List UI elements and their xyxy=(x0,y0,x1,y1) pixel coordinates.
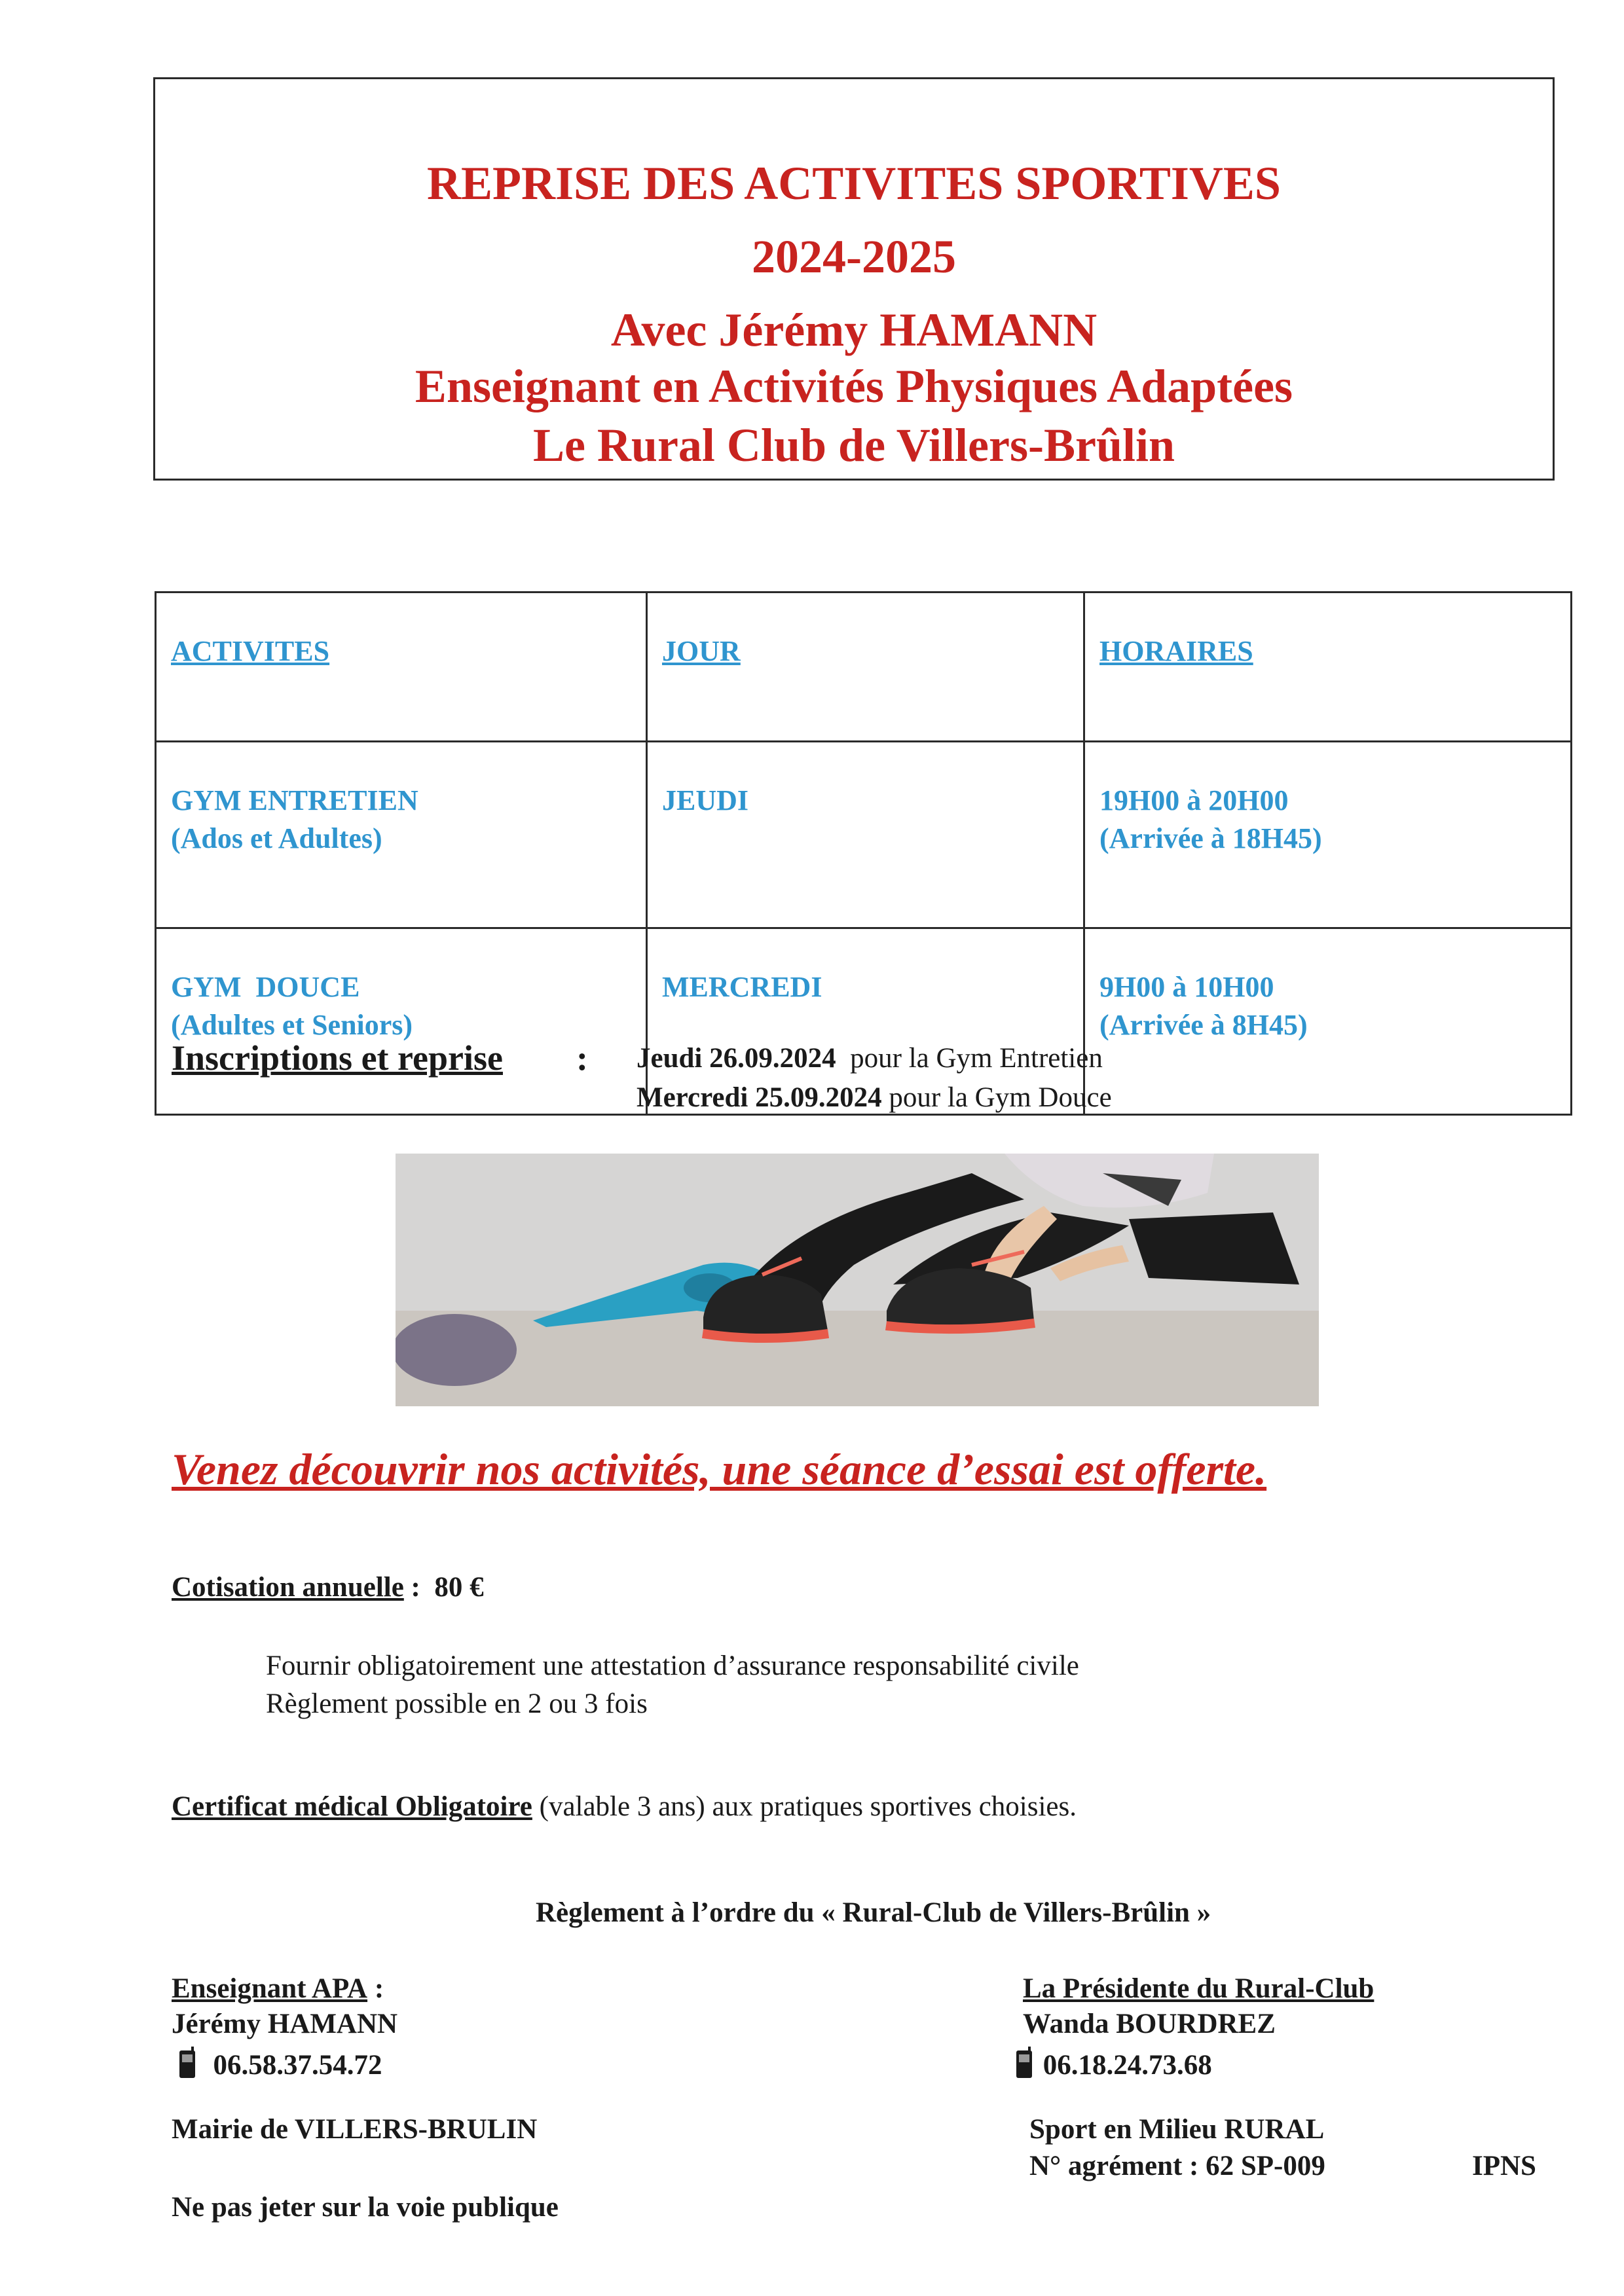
payment-options: Règlement possible en 2 ou 3 fois xyxy=(266,1688,648,1719)
fee-label: Cotisation annuelle xyxy=(172,1572,404,1603)
president-phone-line xyxy=(1014,2047,1212,2081)
payment-order: Règlement à l’ordre du « Rural-Club de Villers-Brûlin » xyxy=(536,1897,1211,1928)
mobile-phone-icon xyxy=(177,2047,199,2079)
title-line-2: 2024-2025 xyxy=(752,230,956,283)
activity-audience: (Ados et Adultes) xyxy=(171,822,382,854)
teacher-role: Enseignant APA xyxy=(172,1973,368,2004)
teacher-phone-line xyxy=(177,2047,382,2081)
mobile-phone-icon xyxy=(1014,2047,1036,2079)
hours-range: 9H00 à 10H00 xyxy=(1099,971,1274,1003)
inscription-line-1 xyxy=(637,1042,1103,1074)
activity-cell xyxy=(156,742,647,928)
hours-range: 19H00 à 20H00 xyxy=(1099,784,1289,816)
title-line-3: Avec Jérémy HAMANN xyxy=(610,304,1098,356)
fee-amount: 80 € xyxy=(434,1572,484,1603)
inscription-activity: pour la Gym Douce xyxy=(889,1082,1112,1113)
teacher-phone: 06.58.37.54.72 xyxy=(213,2050,382,2081)
agrement-number: N° agrément : 62 SP-009 xyxy=(1029,2151,1325,2181)
sneakers-illustration xyxy=(396,1154,1319,1406)
inscription-date: Mercredi 25.09.2024 xyxy=(637,1082,882,1113)
arrival-time: (Arrivée à 8H45) xyxy=(1099,1009,1308,1041)
certificate-label: Certificat médical Obligatoire xyxy=(172,1791,532,1822)
day-cell: MERCREDI xyxy=(647,928,1084,1115)
title-line-1: REPRISE DES ACTIVITES SPORTIVES xyxy=(427,157,1281,210)
day-cell: JEUDI xyxy=(647,742,1084,928)
title-line-4: Enseignant en Activités Physiques Adaptées xyxy=(415,360,1293,412)
certificate-text: (valable 3 ans) aux pratiques sportives choisies. xyxy=(539,1791,1077,1822)
hours-cell xyxy=(1084,742,1572,928)
teacher-role-colon: : xyxy=(374,1973,384,2004)
activity-name: GYM ENTRETIEN xyxy=(171,784,418,816)
ipns-label: IPNS xyxy=(1472,2151,1536,2181)
schedule-table xyxy=(155,591,1572,1116)
disposal-notice: Ne pas jeter sur la voie publique xyxy=(172,2192,559,2223)
insurance-requirement: Fournir obligatoirement une attestation d’assurance responsabilité civile xyxy=(266,1650,1079,1681)
inscription-activity: pour la Gym Entretien xyxy=(850,1043,1103,1074)
table-row xyxy=(156,742,1572,928)
header-activities: ACTIVITES xyxy=(156,592,647,742)
header-day: JOUR xyxy=(647,592,1084,742)
table-header-row xyxy=(156,592,1572,742)
president-role: La Présidente du Rural-Club xyxy=(1023,1973,1375,2004)
arrival-time: (Arrivée à 18H45) xyxy=(1099,822,1322,854)
inscriptions-colon: : xyxy=(576,1038,588,1078)
slogan: Venez découvrir nos activités, une séance d’essai est offerte. xyxy=(172,1444,1267,1494)
activity-name: GYM DOUCE xyxy=(171,971,360,1003)
header-hours: HORAIRES xyxy=(1084,592,1572,742)
activity-cell xyxy=(156,928,647,1115)
fee-separator: : xyxy=(411,1572,420,1603)
teacher-name: Jérémy HAMANN xyxy=(172,2009,398,2039)
mairie: Mairie de VILLERS-BRULIN xyxy=(172,2114,538,2145)
president-name: Wanda BOURDREZ xyxy=(1023,2009,1276,2039)
hours-cell xyxy=(1084,928,1572,1115)
inscription-line-2 xyxy=(637,1082,1112,1114)
title-box xyxy=(153,77,1555,481)
certificate-line xyxy=(172,1791,1077,1823)
fee-line xyxy=(172,1571,484,1603)
inscriptions-label: Inscriptions et reprise xyxy=(172,1038,503,1078)
teacher-role-line xyxy=(172,1973,384,2005)
president-phone: 06.18.24.73.68 xyxy=(1043,2050,1212,2081)
inscription-date: Jeudi 26.09.2024 xyxy=(637,1043,836,1074)
title-line-5: Le Rural Club de Villers-Brûlin xyxy=(532,419,1175,471)
sport-rural: Sport en Milieu RURAL xyxy=(1029,2114,1325,2145)
sneakers-photo xyxy=(396,1154,1319,1406)
activity-audience: (Adultes et Seniors) xyxy=(171,1009,413,1041)
